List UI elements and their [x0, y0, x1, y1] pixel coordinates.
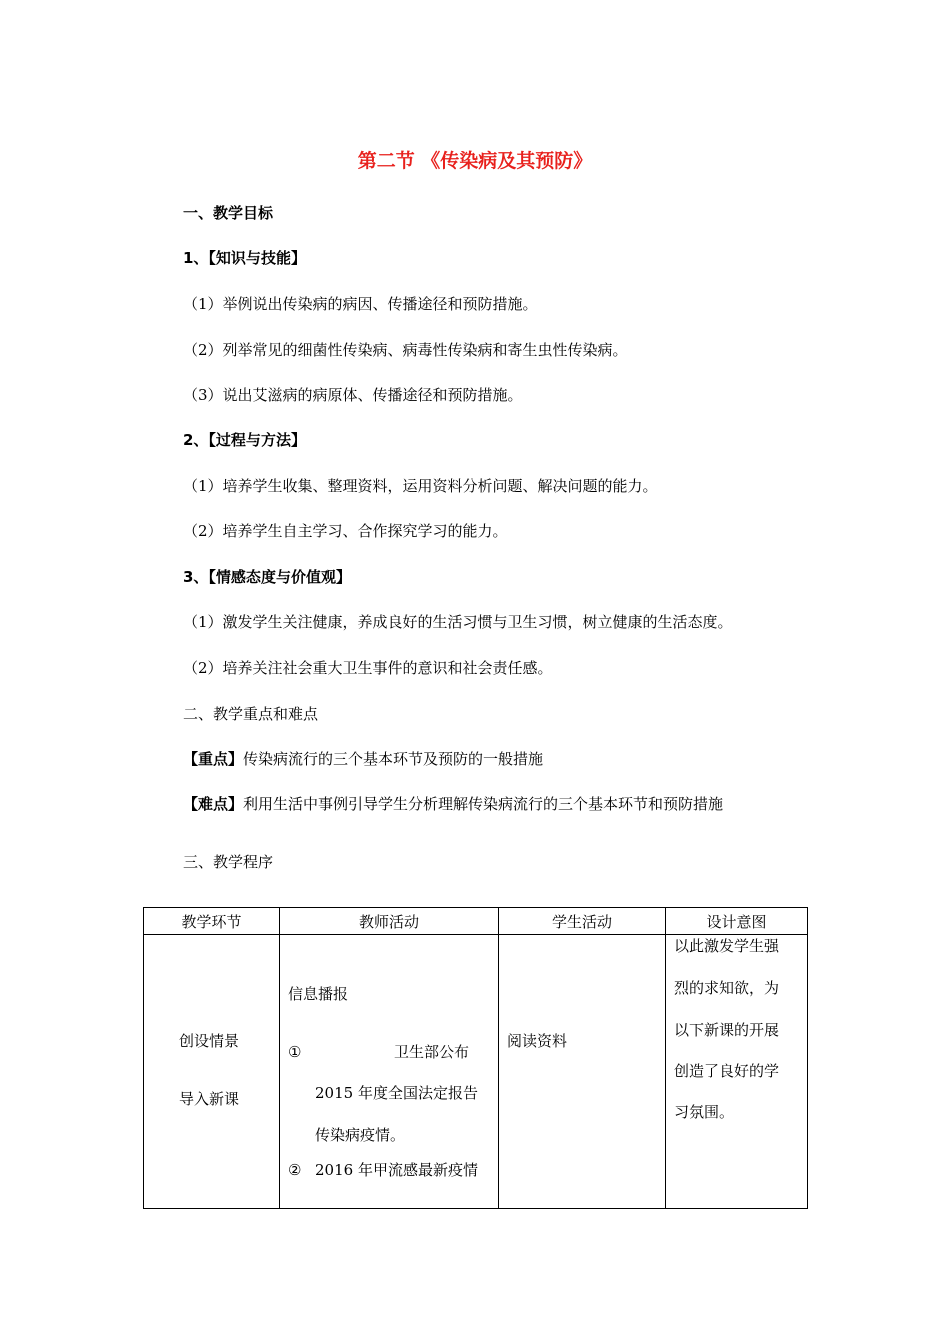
student-activity-text: 阅读资料 — [507, 1032, 568, 1050]
key-point-label: 【重点】 — [183, 750, 244, 768]
stage-line: 创设情景 — [179, 1032, 240, 1050]
section-heading-focus: 二、教学重点和难点 — [183, 705, 319, 723]
objective-item: （1）培养学生收集、整理资料，运用资料分析问题、解决问题的能力。 — [183, 477, 658, 495]
difficulty-text: 利用生活中事例引导学生分析理解传染病流行的三个基本环节和预防措施 — [243, 795, 724, 813]
objective-item: （2）培养学生自主学习、合作探究学习的能力。 — [183, 522, 508, 540]
subheading-process: 2、【过程与方法】 — [183, 431, 306, 449]
table-header-cell: 教师活动 — [280, 908, 499, 935]
objective-item: （2）列举常见的细菌性传染病、病毒性传染病和寄生虫性传染病。 — [183, 341, 628, 359]
intent-line: 烈的求知欲，为 — [674, 979, 780, 997]
intent-line: 创造了良好的学 — [674, 1062, 780, 1080]
subheading-knowledge: 1、【知识与技能】 — [183, 249, 306, 267]
teacher-activity-cell — [280, 935, 499, 1209]
section-heading-objectives: 一、教学目标 — [183, 204, 274, 222]
difficulty-line — [183, 795, 723, 813]
table-header-cell: 教学环节 — [144, 908, 280, 935]
table-header-cell: 设计意图 — [666, 908, 808, 935]
objective-item: （2）培养关注社会重大卫生事件的意识和社会责任感。 — [183, 659, 553, 677]
teacher-item-line: 卫生部公布 — [394, 1043, 470, 1061]
stage-line: 导入新课 — [179, 1090, 240, 1108]
teacher-item-line: 2015 年度全国法定报告 — [315, 1084, 478, 1102]
table-header-row — [144, 908, 808, 935]
design-intent-cell — [666, 935, 808, 1209]
teacher-item-line: 传染病疫情。 — [315, 1126, 406, 1144]
student-activity-cell — [499, 935, 666, 1209]
item-number: ① — [288, 1043, 302, 1061]
stage-cell — [144, 935, 280, 1209]
objective-item: （3）说出艾滋病的病原体、传播途径和预防措施。 — [183, 386, 523, 404]
intent-line: 习氛围。 — [674, 1103, 735, 1121]
table-row — [144, 935, 808, 1209]
item-number: ② — [288, 1161, 302, 1179]
teacher-heading: 信息播报 — [288, 985, 349, 1003]
objective-item: （1）举例说出传染病的病因、传播途径和预防措施。 — [183, 295, 538, 313]
key-point-text: 传染病流行的三个基本环节及预防的一般措施 — [243, 750, 544, 768]
objective-item: （1）激发学生关注健康，养成良好的生活习惯与卫生习惯，树立健康的生活态度。 — [183, 613, 733, 631]
teacher-item-line: 2016 年甲流感最新疫情 — [315, 1161, 478, 1179]
section-heading-procedure: 三、教学程序 — [183, 853, 274, 871]
intent-line: 以下新课的开展 — [674, 1021, 780, 1039]
key-point-line — [183, 750, 543, 768]
table-header-cell: 学生活动 — [499, 908, 666, 935]
difficulty-label: 【难点】 — [183, 795, 244, 813]
document-title: 第二节 《传染病及其预防》 — [357, 150, 593, 172]
intent-line: 以此激发学生强 — [674, 937, 780, 955]
teaching-procedure-table — [143, 907, 808, 1209]
subheading-attitude: 3、【情感态度与价值观】 — [183, 568, 351, 586]
